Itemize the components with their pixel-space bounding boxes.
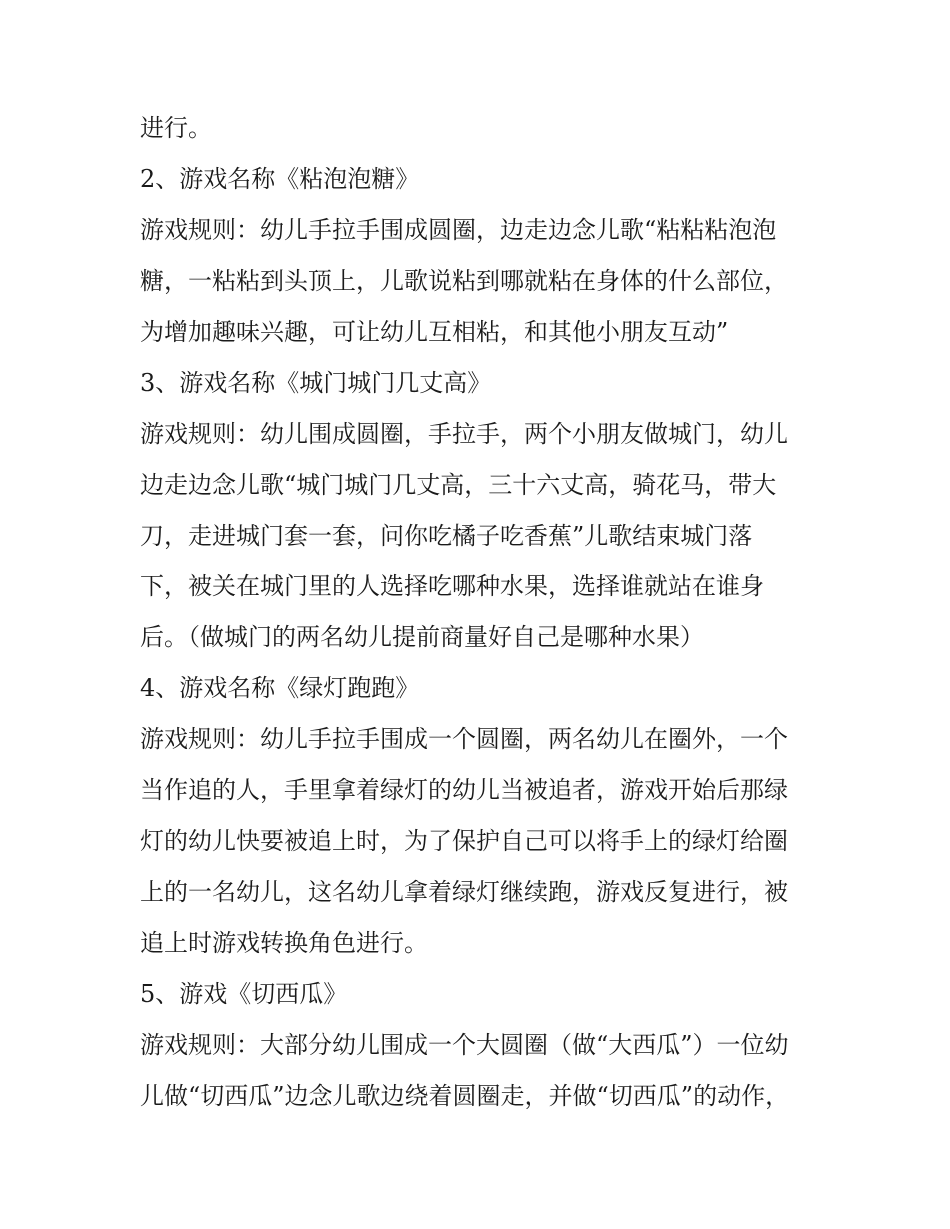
text-line: 当作追的人，手里拿着绿灯的幼儿当被追者，游戏开始后那绿 [140, 776, 788, 804]
text-line: 下，被关在城门里的人选择吃哪种水果，选择谁就站在谁身 [140, 572, 764, 600]
text-line: 游戏规则：大部分幼儿围成一个大圆圈（做“大西瓜”）一位幼 [140, 1031, 789, 1059]
section-heading: 5、游戏《切西瓜》 [140, 980, 348, 1008]
text-line: 为增加趣味兴趣，可让幼儿互相粘，和其他小朋友互动” [140, 318, 729, 346]
text-line: 儿做“切西瓜”边念儿歌边绕着圆圈走，并做“切西瓜”的动作， [140, 1082, 790, 1110]
text-line: 游戏规则：幼儿手拉手围成一个圆圈，两名幼儿在圈外，一个 [140, 725, 788, 753]
text-line: 追上时游戏转换角色进行。 [140, 929, 428, 957]
text-line: 游戏规则：幼儿围成圆圈，手拉手，两个小朋友做城门，幼儿 [140, 420, 788, 448]
text-line: 刀，走进城门套一套，问你吃橘子吃香蕉”儿歌结束城门落 [140, 522, 753, 550]
text-line: 灯的幼儿快要被追上时，为了保护自己可以将手上的绿灯给圈 [140, 827, 788, 855]
section-heading: 3、游戏名称《城门城门几丈高》 [140, 369, 492, 397]
text-line: 游戏规则：幼儿手拉手围成圆圈，边走边念儿歌“粘粘粘泡泡 [140, 216, 777, 244]
text-line: 糖，一粘粘到头顶上，儿歌说粘到哪就粘在身体的什么部位， [140, 267, 788, 295]
text-line: 上的一名幼儿，这名幼儿拿着绿灯继续跑，游戏反复进行，被 [140, 878, 788, 906]
section-heading: 2、游戏名称《粘泡泡糖》 [140, 165, 420, 193]
text-line: 后。（做城门的两名幼儿提前商量好自己是哪种水果） [140, 623, 704, 651]
section-heading: 4、游戏名称《绿灯跑跑》 [140, 674, 420, 702]
text-line: 边走边念儿歌“城门城门几丈高，三十六丈高，骑花马，带大 [140, 471, 777, 499]
text-line: 进行。 [140, 114, 212, 142]
